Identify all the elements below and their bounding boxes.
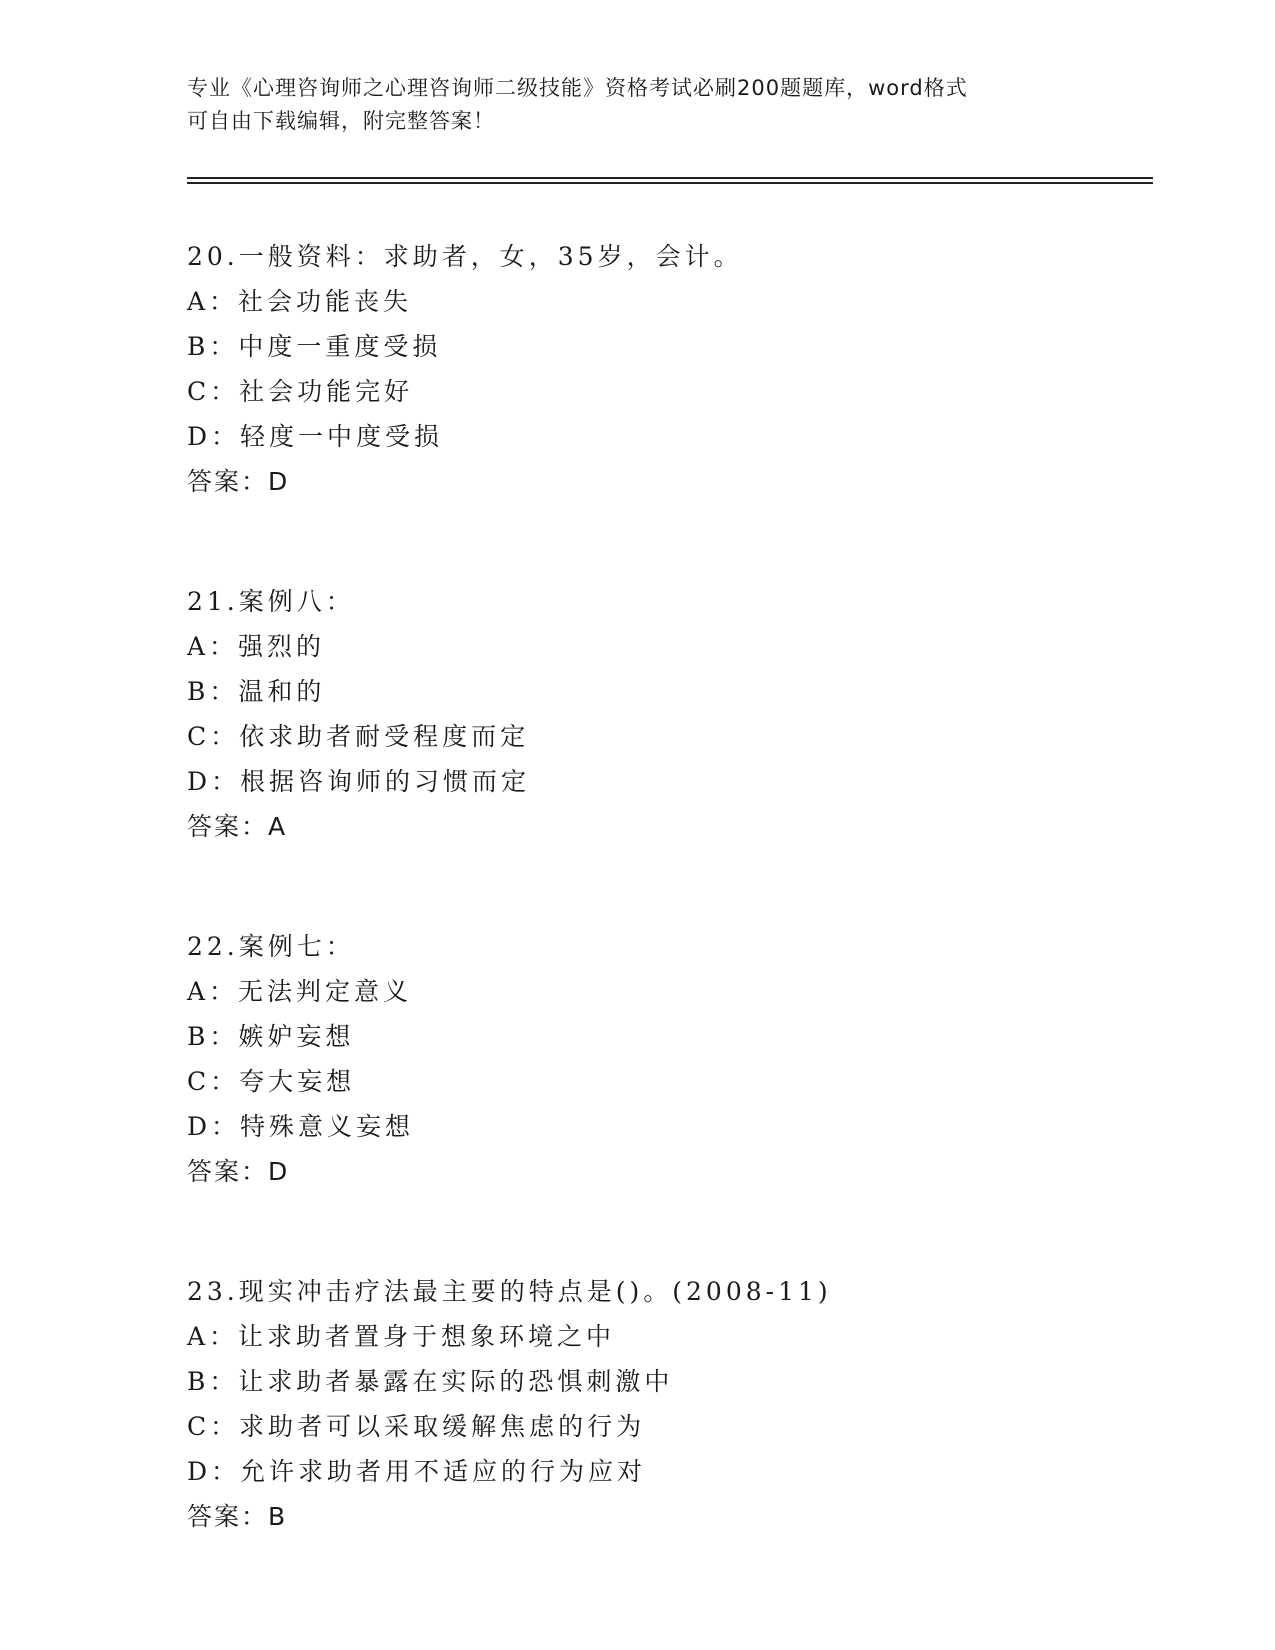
option-b: B：嫉妒妄想 — [187, 1022, 355, 1051]
option-a: A：无法判定意义 — [187, 977, 413, 1006]
header-title-line-1: 专业《心理咨询师之心理咨询师二级技能》资格考试必刷200题题库，word格式 — [187, 76, 968, 100]
header-divider-bottom — [187, 182, 1153, 184]
question-21 — [187, 579, 1147, 849]
header-title-line-2: 可自由下载编辑，附完整答案！ — [187, 109, 495, 133]
question-22 — [187, 924, 1147, 1194]
document-header — [187, 72, 1087, 138]
answer-line: 答案：B — [187, 1502, 288, 1531]
option-b: B：让求助者暴露在实际的恐惧刺激中 — [187, 1367, 674, 1396]
option-c: C：求助者可以采取缓解焦虑的行为 — [187, 1412, 646, 1441]
option-a: A：社会功能丧失 — [187, 287, 413, 316]
question-stem: 22.案例七： — [187, 932, 355, 961]
option-c: C：夸大妄想 — [187, 1067, 356, 1096]
option-a: A：让求助者置身于想象环境之中 — [187, 1322, 616, 1351]
option-b: B：中度一重度受损 — [187, 332, 442, 361]
option-a: A：强烈的 — [187, 632, 326, 661]
answer-line: 答案：D — [187, 1157, 290, 1186]
question-list — [187, 234, 1147, 1614]
option-d: D：允许求助者用不适应的行为应对 — [187, 1457, 647, 1486]
option-d: D：根据咨询师的习惯而定 — [187, 767, 531, 796]
option-c: C：社会功能完好 — [187, 377, 414, 406]
answer-line: 答案：D — [187, 467, 290, 496]
question-20 — [187, 234, 1147, 504]
option-d: D：轻度一中度受损 — [187, 422, 444, 451]
header-divider-top — [187, 177, 1153, 179]
question-23 — [187, 1269, 1147, 1539]
answer-line: 答案：A — [187, 812, 288, 841]
question-stem: 21.案例八： — [187, 587, 355, 616]
question-stem: 20.一般资料：求助者，女，35岁，会计。 — [187, 242, 743, 271]
option-c: C：依求助者耐受程度而定 — [187, 722, 530, 751]
option-b: B：温和的 — [187, 677, 326, 706]
question-stem: 23.现实冲击疗法最主要的特点是()。(2008-11) — [187, 1277, 832, 1306]
option-d: D：特殊意义妄想 — [187, 1112, 415, 1141]
